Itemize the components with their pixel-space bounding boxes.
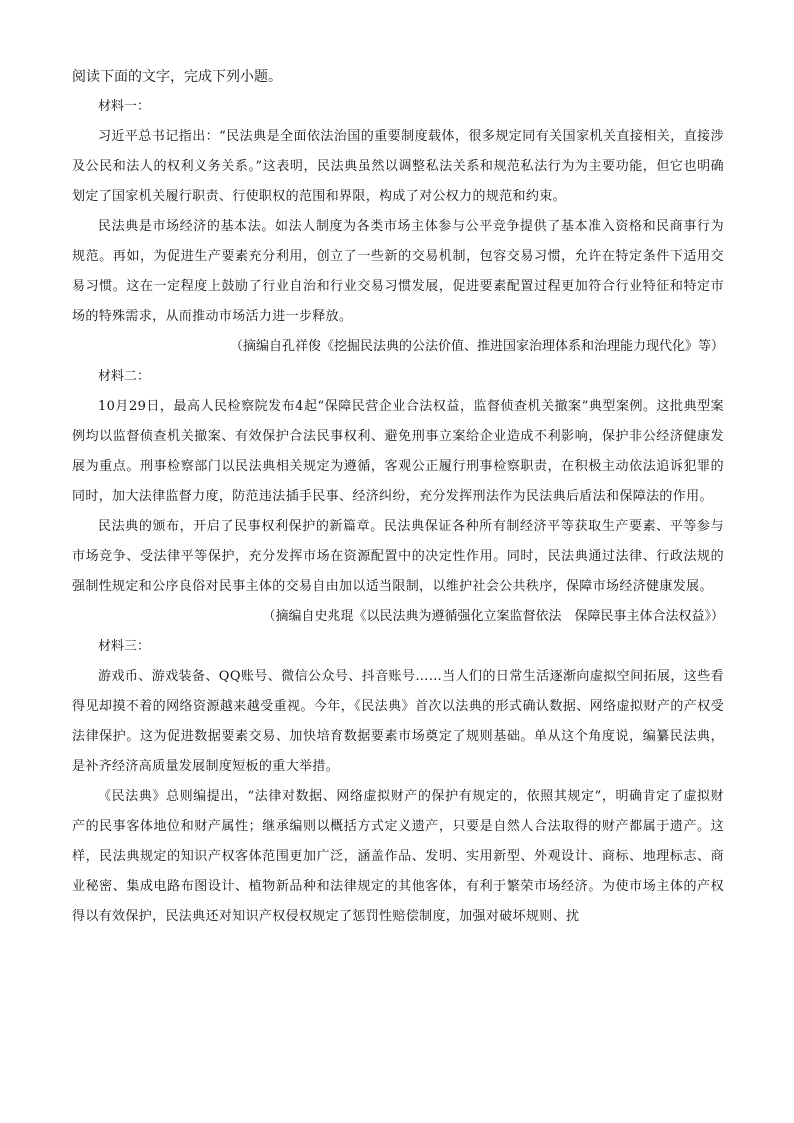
material-one-source: （摘编自孔祥俊《挖掘民法典的公法价值、推进国家治理体系和治理能力现代化》等） [229, 339, 724, 354]
material-two-label: 材料二： [98, 369, 151, 384]
material-one-label: 材料一： [98, 99, 151, 114]
material-three-paragraph-1: 游戏币、游戏装备、QQ账号、微信公众号、抖音账号……当人们的日常生活逐渐向虚拟空间拓展，这些看得见却摸不着的网络资源越来越受重视。今年，《民法典》首次以法典的形式确认数据、网络虚拟财产的产权受法律保护。这为促进数据要素交易、加快培育数据要素市场奠定了规则基础。单从这个角度说，编纂民法典，是补齐经济高质量发展制度短板的重大举措。 [72, 669, 724, 774]
instruction-text: 阅读下面的文字，完成下列小题。 [72, 69, 282, 85]
material-one-paragraph-1: 习近平总书记指出：“民法典是全面依法治国的重要制度载体，很多规定同有关国家机关直接相关，直接涉及公民和法人的权利义务关系。”这表明，民法典虽然以调整私法关系和规范私法行为为主要功能，但它也明确划定了国家机关履行职责、行使职权的范围和界限，构成了对公权力的规范和约束。 [72, 129, 724, 204]
material-three-label: 材料三： [98, 639, 151, 654]
document-page [72, 62, 724, 932]
material-two-paragraph-1: 10月29日，最高人民检察院发布4起“保障民营企业合法权益，监督侦查机关撤案”典型案例。这批典型案例均以监督侦查机关撤案、有效保护合法民事权利、避免刑事立案给企业造成不利影响，保护非公经济健康发展为重点。刑事检察部门以民法典相关规定为遵循，客观公正履行刑事检察职责，在积极主动依法追诉犯罪的同时，加大法律监督力度，防范违法插手民事、经济纠纷，充分发挥刑法作为民法典后盾法和保障法的作用。 [72, 399, 724, 504]
material-two-paragraph-2: 民法典的颁布，开启了民事权利保护的新篇章。民法典保证各种所有制经济平等获取生产要素、平等参与市场竞争、受法律平等保护，充分发挥市场在资源配置中的决定性作用。同时，民法典通过法律、行政法规的强制性规定和公序良俗对民事主体的交易自由加以适当限制，以维护社会公共秩序，保障市场经济健康发展。 [72, 519, 724, 594]
material-one [72, 92, 724, 362]
material-three-paragraph-2: 《民法典》总则编提出，“法律对数据、网络虚拟财产的保护有规定的，依照其规定”，明确肯定了虚拟财产的民事客体地位和财产属性；继承编则以概括方式定义遗产，只要是自然人合法取得的财产都属于遗产。这样，民法典规定的知识产权客体范围更加广泛，涵盖作品、发明、实用新型、外观设计、商标、地理标志、商业秘密、集成电路布图设计、植物新品种和法律规定的其他客体，有利于繁荣市场经济。为使市场主体的产权得以有效保护，民法典还对知识产权侵权规定了惩罚性赔偿制度，加强对破坏规则、扰 [72, 789, 724, 924]
material-two [72, 362, 724, 632]
material-two-source: （摘编自史兆琨《以民法典为遵循强化立案监督依法 保障民事主体合法权益》） [262, 609, 724, 624]
material-three [72, 632, 724, 932]
material-one-paragraph-2: 民法典是市场经济的基本法。如法人制度为各类市场主体参与公平竞争提供了基本准入资格和民商事行为规范。再如，为促进生产要素充分利用，创立了一些新的交易机制，包容交易习惯，允许在特定条件下适用交易习惯。这在一定程度上鼓励了行业自治和行业交易习惯发展，促进要素配置过程更加符合行业特征和特定市场的特殊需求，从而推动市场活力进一步释放。 [72, 219, 724, 324]
